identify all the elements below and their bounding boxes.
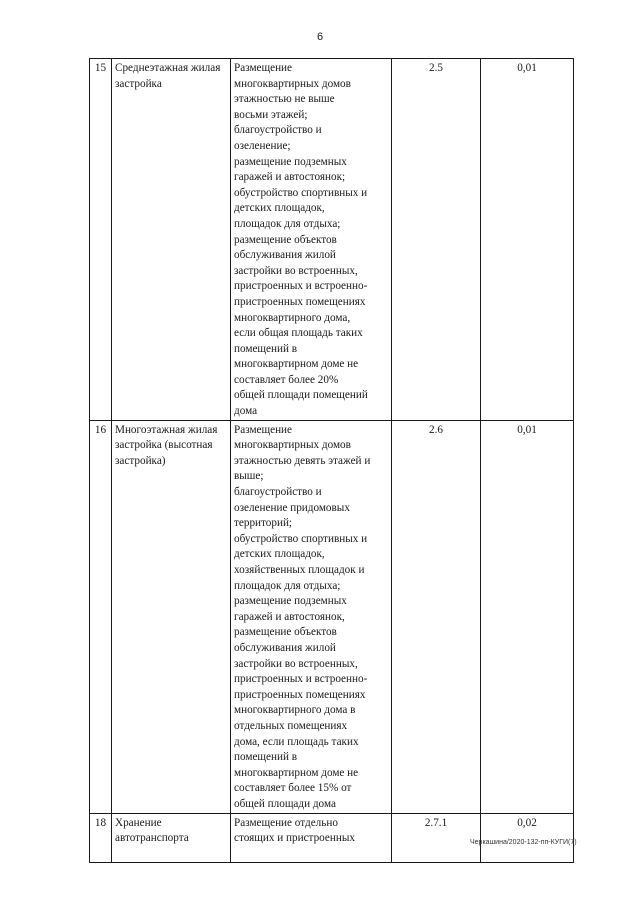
description-text: Размещение отдельно стоящих и пристроенных — [234, 816, 355, 845]
row-number: 15 — [90, 59, 112, 421]
classifier-code: 2.7.1 — [392, 813, 481, 862]
description-text: Размещение многоквартирных домов этажностью не выше восьми этажей; благоустройство и озеленение; размещение подземных гаражей и автостоянок; обустройство спортивных и детских площадок, площадок для отдыха; размещение объектов обслуживания жилой застройки во встроенных, пристроенных и встроенно- пристроенных помещениях многоквартирного дома, если общая площадь таких помещений в многоквартирном доме не составляет более 20% общей площади помещений дома — [234, 62, 368, 418]
classifier-code: 2.5 — [392, 59, 481, 421]
description-text: Размещение многоквартирных домов этажностью девять этажей и выше; благоустройство и озеленение придомовых территорий; обустройство спортивных и детских площадок, хозяйственных площадок и площадок для отдыха; размещение подземных гаражей и автостоянок, размещение объектов обслуживания жилой застройки во встроенных, пристроенных и встроенно- пристроенных помещениях многоквартирного дома в отдельных помещениях дома, если площадь таких помещений в многоквартирном доме не составляет более 15% от общей площади дома — [234, 423, 371, 810]
land-use-description — [231, 59, 392, 421]
classifier-code: 2.6 — [392, 420, 481, 813]
coefficient-value: 0,01 — [481, 59, 574, 421]
land-use-type: Хранение автотранспорта — [112, 813, 231, 862]
land-use-type: Среднеэтажная жилая застройка — [112, 59, 231, 421]
coefficient-value: 0,01 — [481, 420, 574, 813]
coefficient-value: 0,02 — [481, 813, 574, 862]
table-row — [90, 420, 574, 813]
land-use-table — [89, 58, 574, 863]
table-row — [90, 813, 574, 862]
row-number: 18 — [90, 813, 112, 862]
land-use-type: Многоэтажная жилая застройка (высотная застройка) — [112, 420, 231, 813]
table-row — [90, 59, 574, 421]
land-use-description — [231, 420, 392, 813]
row-number: 16 — [90, 420, 112, 813]
page-number: 6 — [316, 31, 324, 43]
land-use-description — [231, 813, 392, 862]
document-footer-code: Черкашина/2020-132-пп-КУГИ(7) — [470, 839, 577, 846]
